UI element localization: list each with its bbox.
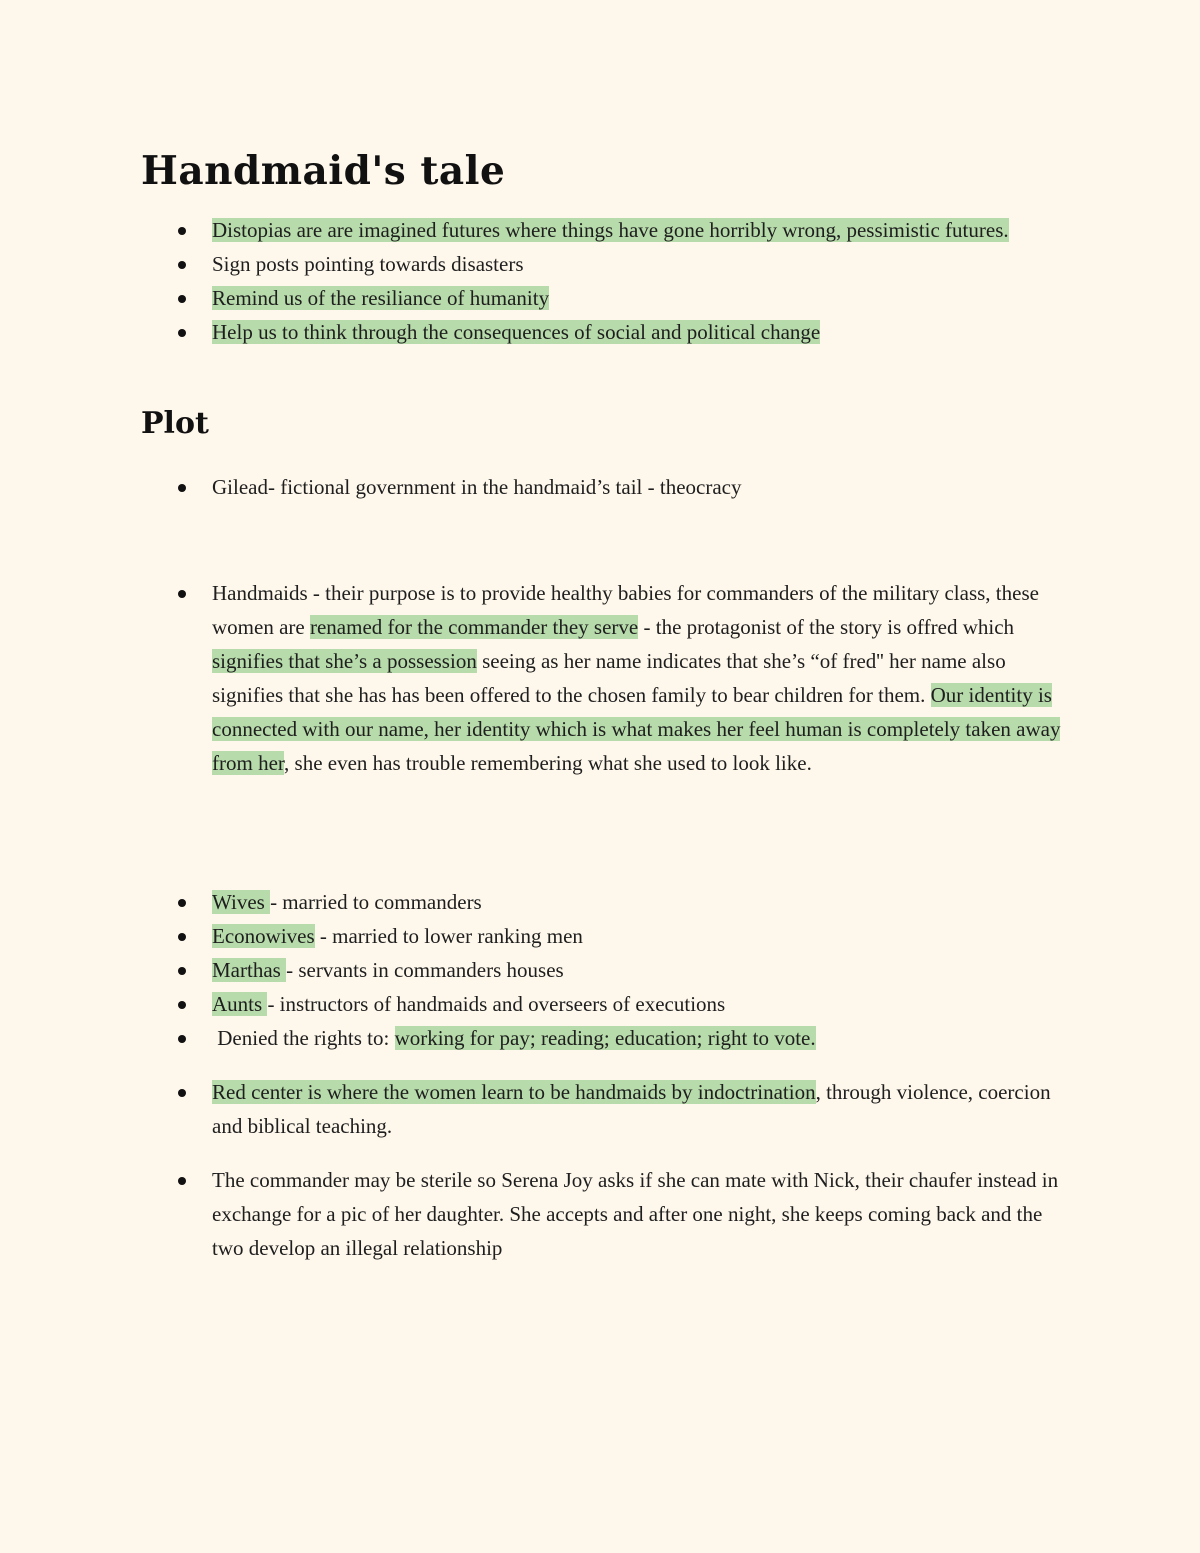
item-text: The commander may be sterile so Serena Joy asks if she can mate with Nick, their chaufer instead in exchange for a pic of her daughter. She accepts and after one night, she keeps coming back and the two develop an illegal relationship <box>212 1168 1059 1260</box>
gilead-list <box>0 470 1200 504</box>
highlighted-term: Aunts <box>212 992 268 1016</box>
highlighted-text: working for pay; reading; education; right to vote. <box>394 1026 816 1050</box>
bullet-icon <box>178 484 186 492</box>
list-item <box>0 1075 1200 1143</box>
bullet-icon <box>178 590 186 598</box>
highlighted-text: renamed for the commander they serve <box>309 615 639 639</box>
list-item <box>0 213 1200 247</box>
highlighted-text: signifies that she’s a possession <box>212 649 477 673</box>
bullet-icon <box>178 1035 186 1043</box>
item-text: seeing as her name indicates that she’s “of fred'' her name also signifies that she has has been offered to the chosen family to bear children for them. <box>212 649 1006 707</box>
bullet-icon <box>178 227 186 235</box>
highlighted-text: Our identity is connected with our name, her identity which is what makes her feel human is completely taken away from her <box>212 683 1061 775</box>
item-text: - servants in commanders houses <box>286 958 564 982</box>
highlighted-term: Wives <box>212 890 271 914</box>
bullet-icon <box>178 295 186 303</box>
list-item <box>0 315 1200 349</box>
item-text: - instructors of handmaids and overseers of executions <box>267 992 726 1016</box>
intro-list <box>0 213 1200 349</box>
bullet-icon <box>178 329 186 337</box>
item-text: - the protagonist of the story is offred which <box>638 615 1015 639</box>
document-title: Handmaid's tale <box>141 148 506 194</box>
item-text: - married to lower ranking men <box>314 924 583 948</box>
highlighted-term: Econowives <box>212 924 315 948</box>
bullet-icon <box>178 261 186 269</box>
item-text: - married to commanders <box>270 890 482 914</box>
bullet-icon <box>178 967 186 975</box>
highlighted-text: Remind us of the resiliance of humanity <box>212 286 550 310</box>
bullet-icon <box>178 899 186 907</box>
list-item <box>0 1021 1200 1055</box>
handmaids-list <box>0 576 1200 780</box>
list-item <box>0 247 1200 281</box>
list-item <box>0 281 1200 315</box>
bullet-icon <box>178 1001 186 1009</box>
item-text: , she even has trouble remembering what she used to look like. <box>284 751 812 775</box>
highlighted-text: Help us to think through the consequences of social and political change <box>212 320 821 344</box>
bullet-icon <box>178 1177 186 1185</box>
plot-heading: Plot <box>141 406 209 441</box>
highlighted-term: Marthas <box>212 958 287 982</box>
list-item <box>0 919 1200 953</box>
list-item <box>0 1163 1200 1265</box>
item-text: Denied the rights to: <box>212 1026 395 1050</box>
bullet-icon <box>178 933 186 941</box>
list-item <box>0 987 1200 1021</box>
bullet-icon <box>178 1089 186 1097</box>
highlighted-text: Red center is where the women learn to be handmaids by indoctrination <box>212 1080 816 1104</box>
item-text: Handmaids - their purpose is to provide healthy babies for commanders of the military class, these women are <box>212 581 1039 639</box>
list-item <box>0 576 1200 780</box>
item-text: Gilead- fictional government in the handmaid’s tail - theocracy <box>212 475 742 499</box>
item-text: , through violence, coercion and biblical teaching. <box>212 1080 1051 1138</box>
roles-list <box>0 885 1200 1265</box>
item-text: Sign posts pointing towards disasters <box>212 252 524 276</box>
list-item <box>0 953 1200 987</box>
list-item <box>0 470 1200 504</box>
list-item <box>0 885 1200 919</box>
highlighted-text: Distopias are are imagined futures where things have gone horribly wrong, pessimistic futures. <box>212 218 1009 242</box>
